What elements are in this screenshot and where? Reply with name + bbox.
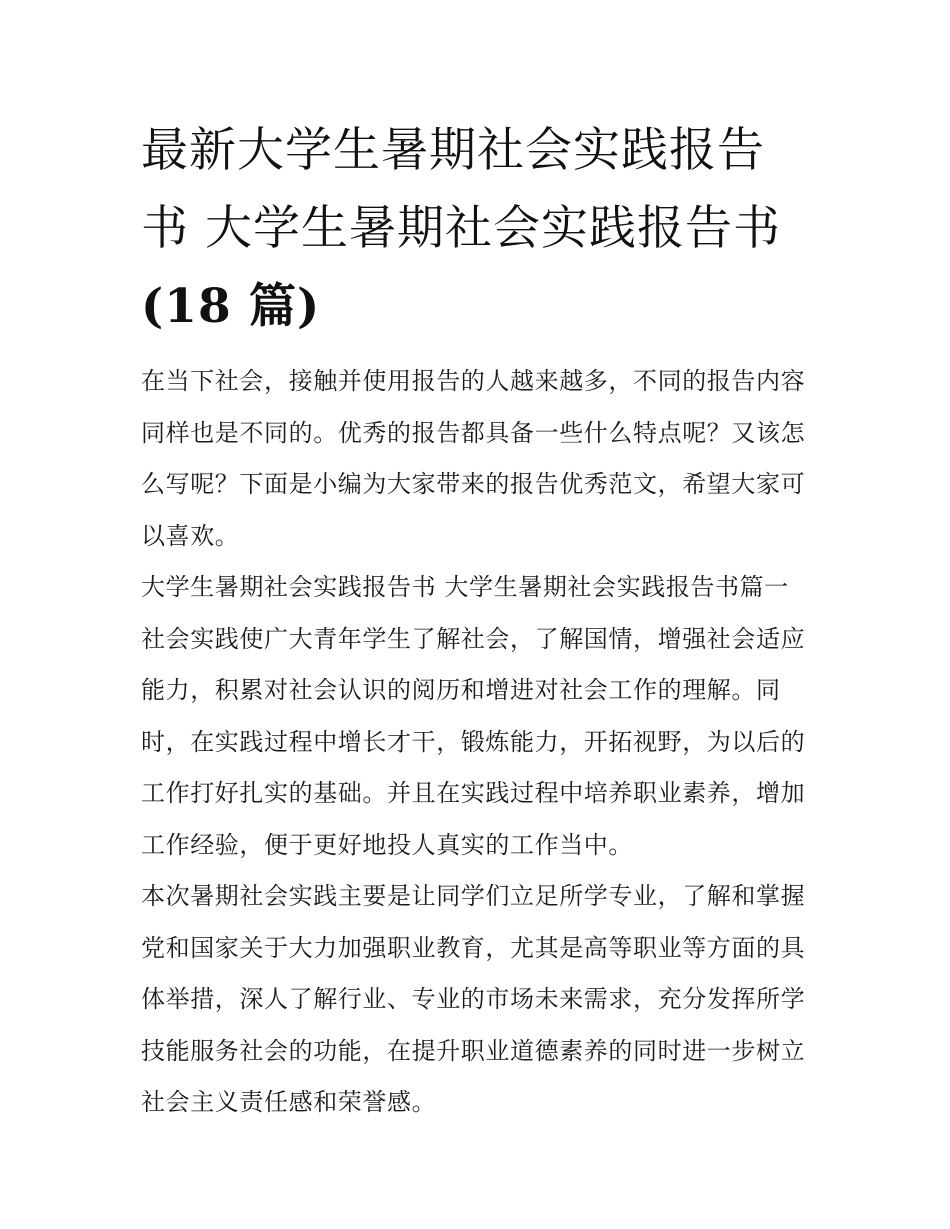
body-paragraph <box>141 614 811 872</box>
text-line: 社会实践使广大青年学生了解社会，了解国情，增强社会适应 <box>141 624 806 653</box>
text-line: 大学生暑期社会实践报告书 大学生暑期社会实践报告书篇一 <box>141 573 789 601</box>
body-paragraph <box>141 871 811 1129</box>
text-line: 在当下社会，接触并使用报告的人越来越多，不同的报告内容 <box>141 367 806 395</box>
text-line: 党和国家关于大力加强职业教育，尤其是高等职业等方面的具 <box>141 933 806 962</box>
section-heading <box>141 562 811 614</box>
text-line: 工作打好扎实的基础。并且在实践过程中培养职业素养，增加 <box>141 779 806 807</box>
intro-paragraph <box>141 356 811 562</box>
text-line: 么写呢？下面是小编为大家带来的报告优秀范文，希望大家可 <box>141 470 806 498</box>
text-line: 工作经验，便于更好地投人真实的工作当中。 <box>141 830 633 859</box>
text-line: 同样也是不同的。优秀的报告都具备一些什么特点呢？又该怎 <box>141 418 806 447</box>
title-line: (18 篇) <box>141 279 321 334</box>
text-line: 社会主义责任感和荣誉感。 <box>141 1088 437 1116</box>
document-content <box>141 112 811 1129</box>
text-line: 技能服务社会的功能，在提升职业道德素养的同时进一步树立 <box>141 1036 806 1065</box>
document-body <box>141 356 811 1129</box>
text-line: 以喜欢。 <box>141 521 240 550</box>
text-line: 体举措，深人了解行业、专业的市场未来需求，充分发挥所学 <box>141 985 806 1013</box>
text-line: 能力，积累对社会认识的阅历和增进对社会工作的理解。同 <box>141 676 781 704</box>
document-title <box>141 112 811 346</box>
text-line: 时，在实践过程中增长才干，锻炼能力，开拓视野，为以后的 <box>141 727 806 756</box>
text-line: 本次暑期社会实践主要是让同学们立足所学专业，了解和掌握 <box>141 882 806 910</box>
title-line: 书 大学生暑期社会实践报告书 <box>141 201 781 256</box>
title-line: 最新大学生暑期社会实践报告 <box>141 123 765 178</box>
